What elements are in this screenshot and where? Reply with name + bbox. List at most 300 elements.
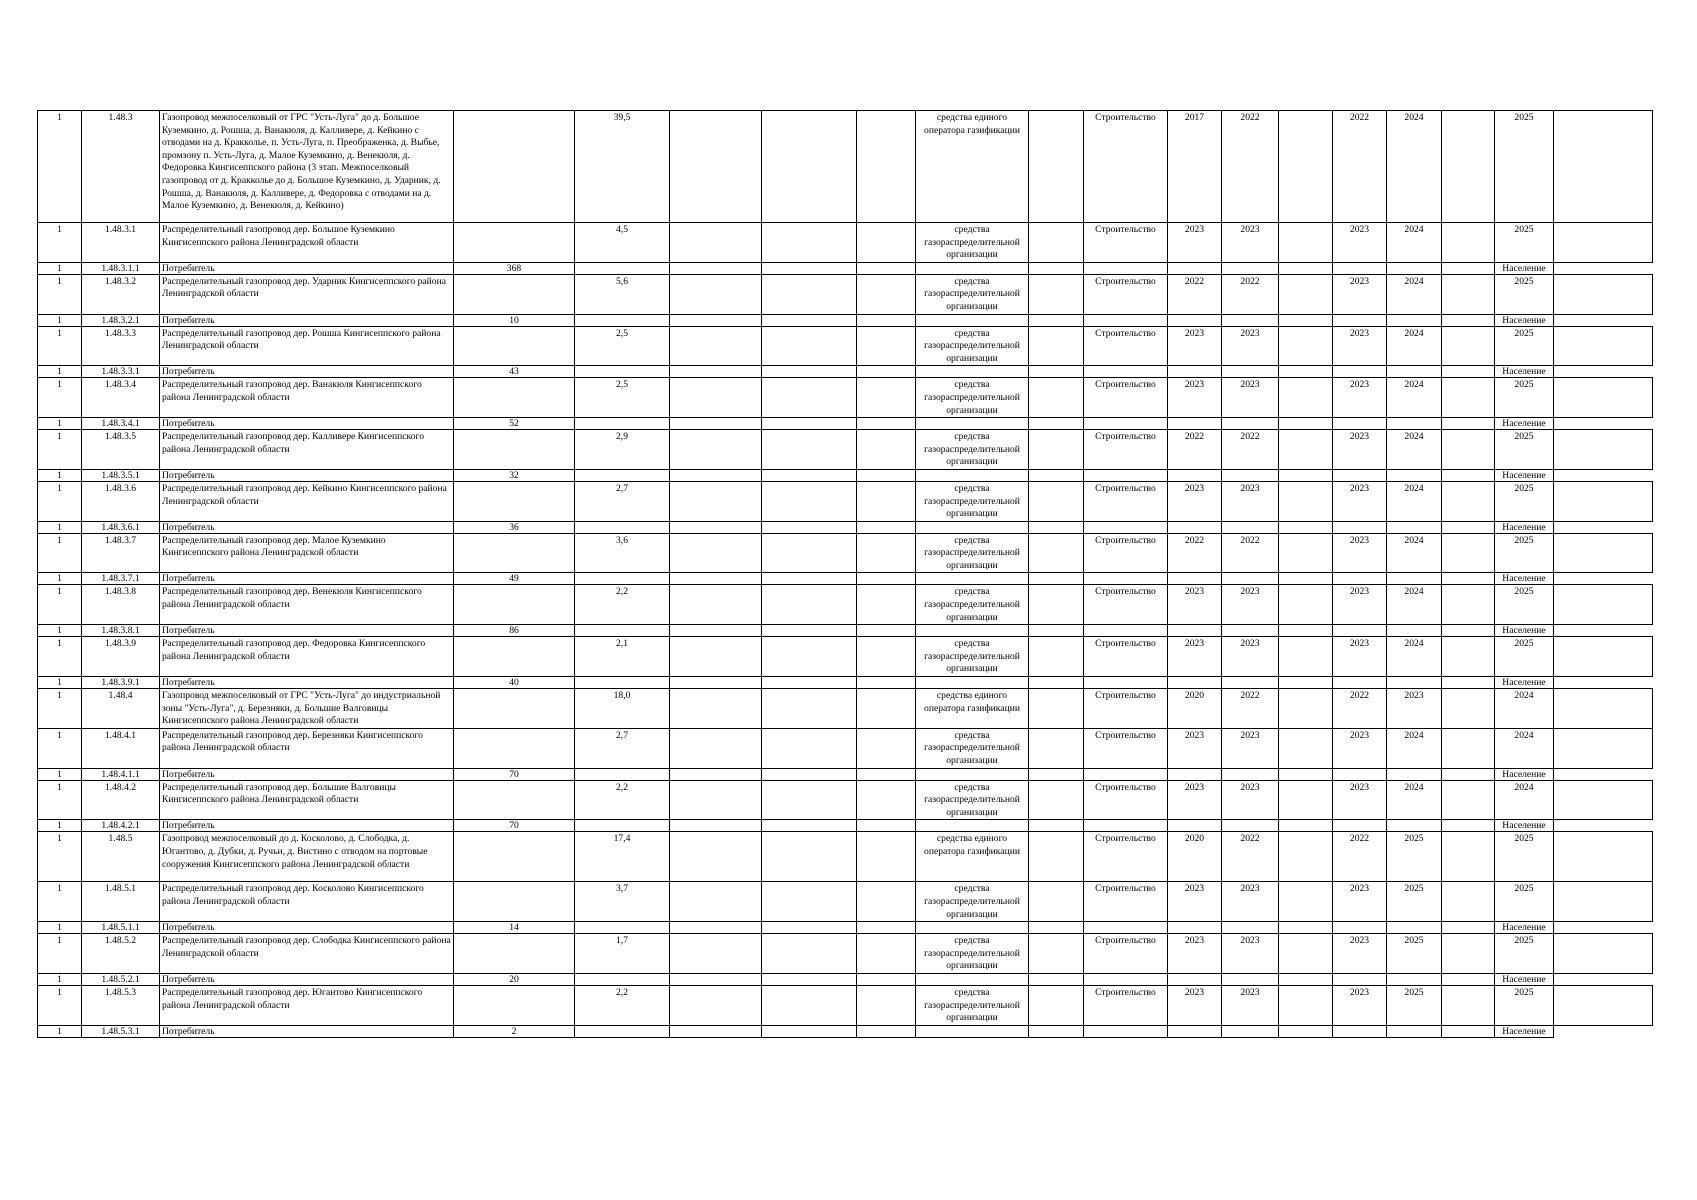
cell-code: 1.48.3.6.1 [82,521,160,533]
cell-year-design: 2023 [1333,637,1387,677]
cell-empty [1442,1025,1495,1037]
cell-empty [670,934,762,974]
cell-empty [857,1025,916,1037]
cell-year-build: 2025 [1387,985,1442,1025]
cell-name: Распределительный газопровод дер. Большие Валговицы Кингисеппского района Ленинградской области [160,780,454,820]
cell-year-design: 2023 [1333,780,1387,820]
cell-name: Потребитель [160,625,454,637]
cell-empty [1333,262,1387,274]
cell-name: Потребитель [160,1025,454,1037]
cell-consumer-count [454,585,575,625]
cell-empty [1029,521,1084,533]
cell-empty [1029,934,1084,974]
cell-empty [1222,469,1279,481]
cell-funding-source: средства единого оператора газификации [916,111,1029,223]
cell-length: 18,0 [575,689,670,729]
cell-empty [762,780,857,820]
cell-year-end: 2023 [1222,326,1279,366]
cell-empty [1442,780,1495,820]
cell-name: Распределительный газопровод дер. Венекюля Кингисеппского района Ленинградской области [160,585,454,625]
cell-empty [762,111,857,223]
cell-work-type: Строительство [1084,985,1168,1025]
cell-empty [670,223,762,263]
cell-length: 39,5 [575,111,670,223]
cell-empty [916,1025,1029,1037]
cell-category: Население [1495,677,1554,689]
cell-number: 1 [38,820,82,832]
consumer-row [38,314,1653,326]
cell-year-build: 2024 [1387,481,1442,521]
cell-length [575,625,670,637]
cell-empty [857,262,916,274]
cell-length: 5,6 [575,274,670,314]
cell-consumer-count [454,378,575,418]
cell-empty [1029,985,1084,1025]
pipeline-row [38,481,1653,521]
cell-empty [916,973,1029,985]
cell-name: Потребитель [160,768,454,780]
cell-year-design: 2022 [1333,111,1387,223]
cell-category: Население [1495,573,1554,585]
cell-consumer-count: 36 [454,521,575,533]
cell-empty [1279,882,1333,922]
cell-empty [857,314,916,326]
cell-category [1554,378,1653,418]
cell-category [1554,274,1653,314]
cell-empty [670,1025,762,1037]
cell-empty [1029,780,1084,820]
cell-empty [670,637,762,677]
cell-code: 1.48.3.7 [82,533,160,573]
cell-empty [857,585,916,625]
cell-empty [1029,262,1084,274]
cell-category [1554,481,1653,521]
cell-empty [916,521,1029,533]
cell-year-design: 2023 [1333,882,1387,922]
cell-empty [1442,521,1495,533]
cell-empty [762,820,857,832]
cell-work-type: Строительство [1084,882,1168,922]
cell-consumer-count [454,326,575,366]
cell-empty [762,677,857,689]
cell-year-start: 2020 [1168,832,1222,882]
cell-code: 1.48.3.8.1 [82,625,160,637]
cell-category: Население [1495,366,1554,378]
cell-code: 1.48.4 [82,689,160,729]
cell-year-end: 2023 [1222,780,1279,820]
cell-empty [857,326,916,366]
cell-category: Население [1495,625,1554,637]
cell-code: 1.48.4.1 [82,728,160,768]
cell-empty [762,689,857,729]
cell-empty [1442,882,1495,922]
cell-year-start: 2023 [1168,985,1222,1025]
cell-empty [670,780,762,820]
cell-empty [670,573,762,585]
cell-empty [670,922,762,934]
cell-year-design: 2023 [1333,934,1387,974]
cell-category: Население [1495,262,1554,274]
cell-code: 1.48.4.2 [82,780,160,820]
cell-code: 1.48.3.2.1 [82,314,160,326]
cell-empty [1222,418,1279,430]
cell-empty [1029,637,1084,677]
cell-funding-source: средства газораспределительной организации [916,223,1029,263]
cell-length [575,418,670,430]
cell-category [1554,934,1653,974]
cell-year-design: 2023 [1333,985,1387,1025]
cell-empty [670,262,762,274]
cell-empty [1029,1025,1084,1037]
cell-number: 1 [38,378,82,418]
cell-funding-source: средства единого оператора газификации [916,689,1029,729]
cell-year-design: 2023 [1333,378,1387,418]
cell-empty [1222,262,1279,274]
cell-number: 1 [38,223,82,263]
cell-number: 1 [38,728,82,768]
cell-empty [1029,223,1084,263]
cell-consumer-count: 70 [454,768,575,780]
cell-empty [762,533,857,573]
cell-category [1554,430,1653,470]
cell-year-end: 2023 [1222,585,1279,625]
cell-empty [1168,768,1222,780]
consumer-row [38,573,1653,585]
consumer-row [38,418,1653,430]
cell-empty [1442,637,1495,677]
cell-empty [1442,728,1495,768]
cell-empty [1442,689,1495,729]
cell-empty [1442,985,1495,1025]
cell-name: Газопровод межпоселковый от ГРС "Усть-Луга" до д. Большое Куземкино, д. Рошша, д. Ванакюля, д. Калливере, д. Кейкино с отводами на д. Кракколье, п. Усть-Луга, п. Преображенка, д. Выбье, промзону п. Усть-Луга, д. Малое Куземкино, д. Венекюля, д. Федоровка Кингисеппского района (3 этап. Межпоселковый газопровод от д. Кракколье до д. Большое Куземкино, д. Ударник, д. Рошша, д. Ванакюля, д. Калливере, д. Федоровка с отводами на д. Малое Куземкино, д. Венекюля, д. Кейкино) [160,111,454,223]
cell-empty [762,418,857,430]
cell-empty [1279,274,1333,314]
cell-work-type: Строительство [1084,326,1168,366]
cell-empty [916,922,1029,934]
cell-empty [1333,573,1387,585]
cell-name: Газопровод межпоселковый до д. Косколово, д. Слободка, д. Югантово, д. Дубки, д. Ручьи, д. Вистино с отводом на портовые сооружения Кингисеппского района Ленинградской области [160,832,454,882]
cell-year-gas: 2025 [1495,882,1554,922]
cell-category: Население [1495,1025,1554,1037]
cell-empty [1442,922,1495,934]
cell-code: 1.48.5 [82,832,160,882]
cell-empty [1387,314,1442,326]
cell-number: 1 [38,625,82,637]
cell-empty [1333,469,1387,481]
cell-consumer-count [454,882,575,922]
cell-empty [1222,366,1279,378]
cell-empty [1442,378,1495,418]
cell-empty [916,366,1029,378]
cell-empty [762,366,857,378]
cell-consumer-count [454,533,575,573]
cell-year-start: 2023 [1168,780,1222,820]
cell-year-design: 2023 [1333,223,1387,263]
cell-year-build: 2024 [1387,585,1442,625]
cell-name: Распределительный газопровод дер. Югантово Кингисеппского района Ленинградской области [160,985,454,1025]
cell-length [575,768,670,780]
cell-number: 1 [38,585,82,625]
cell-empty [1442,585,1495,625]
cell-length: 2,2 [575,985,670,1025]
cell-empty [670,973,762,985]
cell-empty [1084,469,1168,481]
cell-consumer-count [454,728,575,768]
cell-year-start: 2020 [1168,689,1222,729]
consumer-row [38,366,1653,378]
cell-length: 3,6 [575,533,670,573]
cell-empty [762,637,857,677]
cell-year-build: 2025 [1387,832,1442,882]
cell-number: 1 [38,418,82,430]
cell-empty [1084,625,1168,637]
cell-empty [1279,728,1333,768]
cell-consumer-count: 32 [454,469,575,481]
cell-empty [857,418,916,430]
cell-code: 1.48.5.2.1 [82,973,160,985]
cell-empty [762,728,857,768]
cell-empty [1168,922,1222,934]
cell-code: 1.48.3 [82,111,160,223]
cell-funding-source: средства газораспределительной организации [916,934,1029,974]
cell-empty [1222,973,1279,985]
cell-empty [1279,533,1333,573]
cell-number: 1 [38,882,82,922]
cell-empty [1387,521,1442,533]
cell-empty [1333,1025,1387,1037]
cell-empty [1084,521,1168,533]
cell-empty [1029,111,1084,223]
cell-year-design: 2023 [1333,274,1387,314]
pipeline-row [38,985,1653,1025]
cell-year-start: 2023 [1168,326,1222,366]
cell-empty [1279,625,1333,637]
cell-empty [1222,768,1279,780]
cell-category: Население [1495,820,1554,832]
cell-empty [1442,223,1495,263]
cell-year-end: 2022 [1222,111,1279,223]
cell-funding-source: средства газораспределительной организации [916,274,1029,314]
cell-code: 1.48.3.8 [82,585,160,625]
cell-code: 1.48.5.3.1 [82,1025,160,1037]
cell-empty [1387,366,1442,378]
cell-empty [762,521,857,533]
cell-empty [857,274,916,314]
table-body [38,111,1653,1038]
cell-name: Потребитель [160,521,454,533]
cell-empty [1333,418,1387,430]
cell-consumer-count: 49 [454,573,575,585]
cell-empty [857,111,916,223]
cell-length [575,820,670,832]
cell-year-gas: 2025 [1495,378,1554,418]
cell-length [575,262,670,274]
cell-consumer-count: 70 [454,820,575,832]
cell-empty [1084,820,1168,832]
cell-empty [1084,922,1168,934]
consumer-row [38,1025,1653,1037]
cell-name: Потребитель [160,677,454,689]
cell-empty [1029,585,1084,625]
cell-empty [1279,585,1333,625]
cell-year-start: 2023 [1168,728,1222,768]
cell-year-gas: 2025 [1495,111,1554,223]
cell-empty [1387,418,1442,430]
cell-year-gas: 2024 [1495,780,1554,820]
cell-length: 1,7 [575,934,670,974]
cell-year-gas: 2025 [1495,533,1554,573]
cell-empty [1279,521,1333,533]
cell-code: 1.48.3.6 [82,481,160,521]
cell-year-build: 2024 [1387,111,1442,223]
cell-empty [1442,625,1495,637]
cell-empty [1279,1025,1333,1037]
cell-funding-source: средства газораспределительной организации [916,430,1029,470]
cell-code: 1.48.5.1.1 [82,922,160,934]
cell-empty [670,728,762,768]
cell-empty [1442,481,1495,521]
cell-empty [762,934,857,974]
cell-funding-source: средства газораспределительной организации [916,533,1029,573]
cell-empty [857,689,916,729]
cell-empty [857,677,916,689]
cell-empty [916,625,1029,637]
cell-number: 1 [38,314,82,326]
cell-empty [857,469,916,481]
cell-empty [1029,573,1084,585]
cell-year-gas: 2025 [1495,274,1554,314]
cell-funding-source: средства газораспределительной организации [916,585,1029,625]
cell-empty [1029,378,1084,418]
cell-length [575,314,670,326]
cell-name: Потребитель [160,469,454,481]
cell-year-end: 2023 [1222,481,1279,521]
cell-code: 1.48.5.2 [82,934,160,974]
cell-empty [1084,573,1168,585]
cell-length [575,366,670,378]
cell-number: 1 [38,111,82,223]
cell-empty [1029,481,1084,521]
cell-consumer-count [454,832,575,882]
consumer-row [38,677,1653,689]
cell-funding-source: средства газораспределительной организации [916,728,1029,768]
cell-empty [857,533,916,573]
cell-empty [857,573,916,585]
gas-program-table [37,110,1653,1038]
consumer-row [38,973,1653,985]
cell-number: 1 [38,832,82,882]
cell-length: 2,5 [575,326,670,366]
cell-code: 1.48.3.3 [82,326,160,366]
cell-empty [857,922,916,934]
cell-year-end: 2023 [1222,728,1279,768]
cell-empty [1222,820,1279,832]
cell-empty [1222,573,1279,585]
cell-empty [670,274,762,314]
pipeline-row [38,882,1653,922]
cell-empty [1279,481,1333,521]
cell-empty [916,820,1029,832]
cell-name: Распределительный газопровод дер. Кейкино Кингисеппского района Ленинградской области [160,481,454,521]
cell-year-gas: 2025 [1495,430,1554,470]
cell-empty [857,378,916,418]
cell-code: 1.48.5.1 [82,882,160,922]
cell-name: Потребитель [160,573,454,585]
cell-empty [1029,314,1084,326]
cell-empty [670,985,762,1025]
cell-length [575,677,670,689]
cell-empty [1222,1025,1279,1037]
cell-empty [1279,418,1333,430]
cell-consumer-count: 86 [454,625,575,637]
cell-empty [1168,314,1222,326]
cell-empty [670,418,762,430]
consumer-row [38,820,1653,832]
cell-year-design: 2023 [1333,728,1387,768]
cell-name: Потребитель [160,820,454,832]
cell-category [1554,689,1653,729]
cell-year-gas: 2025 [1495,637,1554,677]
cell-empty [857,728,916,768]
cell-year-design: 2022 [1333,689,1387,729]
cell-name: Потребитель [160,314,454,326]
cell-work-type: Строительство [1084,637,1168,677]
cell-consumer-count [454,430,575,470]
cell-year-build: 2024 [1387,378,1442,418]
cell-number: 1 [38,469,82,481]
cell-empty [1029,973,1084,985]
cell-empty [1442,274,1495,314]
cell-code: 1.48.5.3 [82,985,160,1025]
cell-funding-source: средства газораспределительной организации [916,780,1029,820]
cell-consumer-count [454,481,575,521]
cell-empty [857,768,916,780]
cell-funding-source: средства газораспределительной организации [916,637,1029,677]
cell-empty [1387,820,1442,832]
cell-empty [1029,274,1084,314]
cell-empty [1442,573,1495,585]
cell-name: Распределительный газопровод дер. Федоровка Кингисеппского района Ленинградской области [160,637,454,677]
pipeline-row [38,111,1653,223]
cell-year-end: 2023 [1222,378,1279,418]
pipeline-row [38,326,1653,366]
cell-number: 1 [38,985,82,1025]
cell-work-type: Строительство [1084,378,1168,418]
cell-empty [1168,820,1222,832]
cell-empty [670,820,762,832]
cell-empty [1168,366,1222,378]
cell-empty [670,689,762,729]
cell-number: 1 [38,922,82,934]
cell-empty [1029,882,1084,922]
cell-empty [1442,469,1495,481]
cell-empty [1084,768,1168,780]
cell-consumer-count [454,934,575,974]
cell-empty [670,832,762,882]
cell-empty [857,985,916,1025]
cell-empty [670,111,762,223]
cell-empty [670,326,762,366]
cell-empty [762,985,857,1025]
cell-name: Распределительный газопровод дер. Большое Куземкино Кингисеппского района Ленинградской области [160,223,454,263]
cell-year-end: 2023 [1222,882,1279,922]
cell-consumer-count: 40 [454,677,575,689]
cell-length: 2,2 [575,780,670,820]
cell-category [1554,223,1653,263]
cell-empty [1279,985,1333,1025]
cell-length [575,521,670,533]
cell-empty [670,625,762,637]
